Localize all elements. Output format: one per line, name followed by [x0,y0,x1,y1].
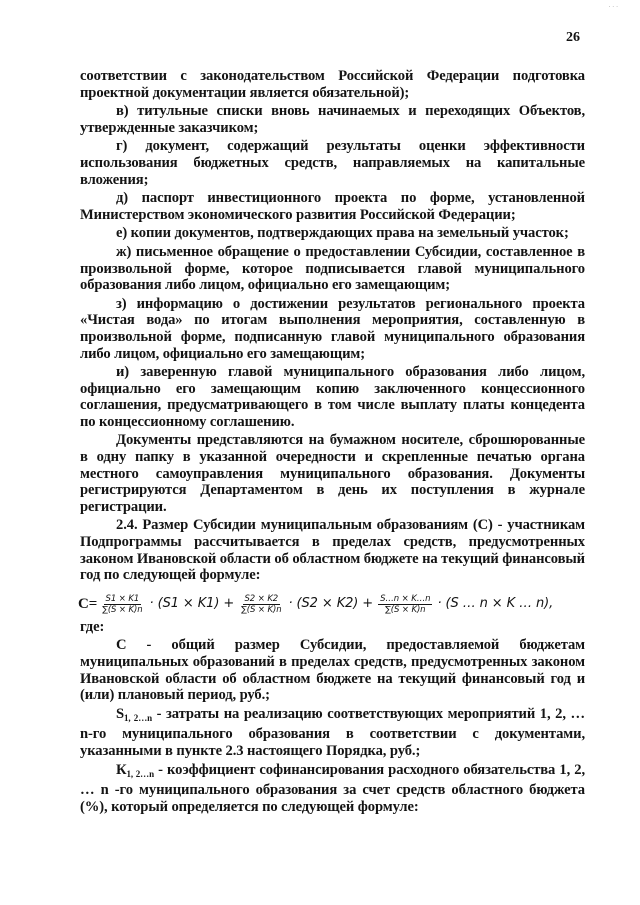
formula-lhs: С= [78,596,98,613]
section-2-4-paragraph: 2.4. Размер Субсидии муниципальным образованиям (С) - участникам Подпрограммы рассчитывается в пределах средств, предусмотренных законом Ивановской области об областном бюджете на текущий финансовый год по следующей формуле: [80,517,585,584]
fraction-1-denominator: ∑(S × K)n [102,604,143,615]
formula-term-2: · (S2 × K2) + [288,596,374,612]
formula-fraction-1 [100,594,144,615]
subsidy-formula [80,594,585,615]
fraction-3-denominator: ∑(S × K)n [385,604,426,615]
formula-term-1: · (S1 × K1) + [149,596,235,612]
scan-artifact: · · · [608,4,618,11]
fraction-1-numerator: S1 × K1 [105,593,140,604]
formula-term-3: · (S … n × K … n), [437,596,554,612]
list-item-g: г) документ, содержащий результаты оценки эффективности использования бюджетных средств, направляемых на капитальные вложения; [80,138,585,188]
definition-k-letter: К [116,761,127,778]
fraction-2-denominator: ∑(S × K)n [241,604,282,615]
fraction-2-numerator: S2 × K2 [244,593,279,604]
formula-where-label: где: [80,618,105,635]
document-body [80,68,585,817]
list-item-v: в) титульные списки вновь начинаемых и переходящих Объектов, утвержденные заказчиком; [80,103,585,136]
definition-k [80,762,585,816]
fraction-3-numerator: S…n × K…n [380,593,431,604]
definition-k-text: - коэффициент софинансирования расходного обязательства 1, 2, … n -го муниципального образования за счет средств областного бюджета (%), который определяется по следующей формуле: [80,761,586,815]
definition-s-text: - затраты на реализацию соответствующих мероприятий 1, 2, … n-го муниципального образования в соответствии с документами, указанными в пункте 2.3 настоящего Порядка, руб.; [80,705,586,759]
definition-c: С - общий размер Субсидии, предоставляемой бюджетам муниципальных образований в пределах средств, предусмотренных законом Ивановской области об областном бюджете на текущий финансовый год и (или) плановый период, руб.; [80,637,585,704]
formula-fraction-2 [239,594,283,615]
formula-fraction-3 [378,594,432,615]
definition-s-subscript: 1, 2…n [124,712,153,723]
list-item-zh: ж) письменное обращение о предоставлении Субсидии, составленное в произвольной форме, которое подписывается главой муниципального образования либо лицом, официально его замещающим; [80,243,585,294]
list-item-z: з) информацию о достижении результатов регионального проекта «Чистая вода» по итогам выполнения мероприятия, составленную в произвольной форме, подписанную главой муниципального образования либо лицом, официально его замещающим; [80,295,585,362]
list-item-i: и) заверенную главой муниципального образования либо лицом, официально его замещающим копию заключенного концессионного соглашения, предусматривающего в том числе выплату платы концедента по концессионному соглашению. [80,364,585,430]
definition-s-letter: S [116,705,125,722]
page-number: 26 [566,30,580,45]
list-item-d: д) паспорт инвестиционного проекта по форме, установленной Министерством экономического развития Российской Федерации; [80,190,585,223]
paragraph-continuation: соответствии с законодательством Российской Федерации подготовка проектной документации является обязательной); [80,68,585,101]
documents-paragraph: Документы представляются на бумажном носителе, сброшюрованные в одну папку в указанной очередности и скрепленные печатью органа местного самоуправления муниципального образования. Документы регистрируются Департаментом в день их поступления в журнале регистрации. [80,432,585,515]
definition-k-subscript: 1, 2…n [126,768,154,779]
definition-s [80,706,585,760]
list-item-e: е) копии документов, подтверждающих права на земельный участок; [116,225,569,242]
